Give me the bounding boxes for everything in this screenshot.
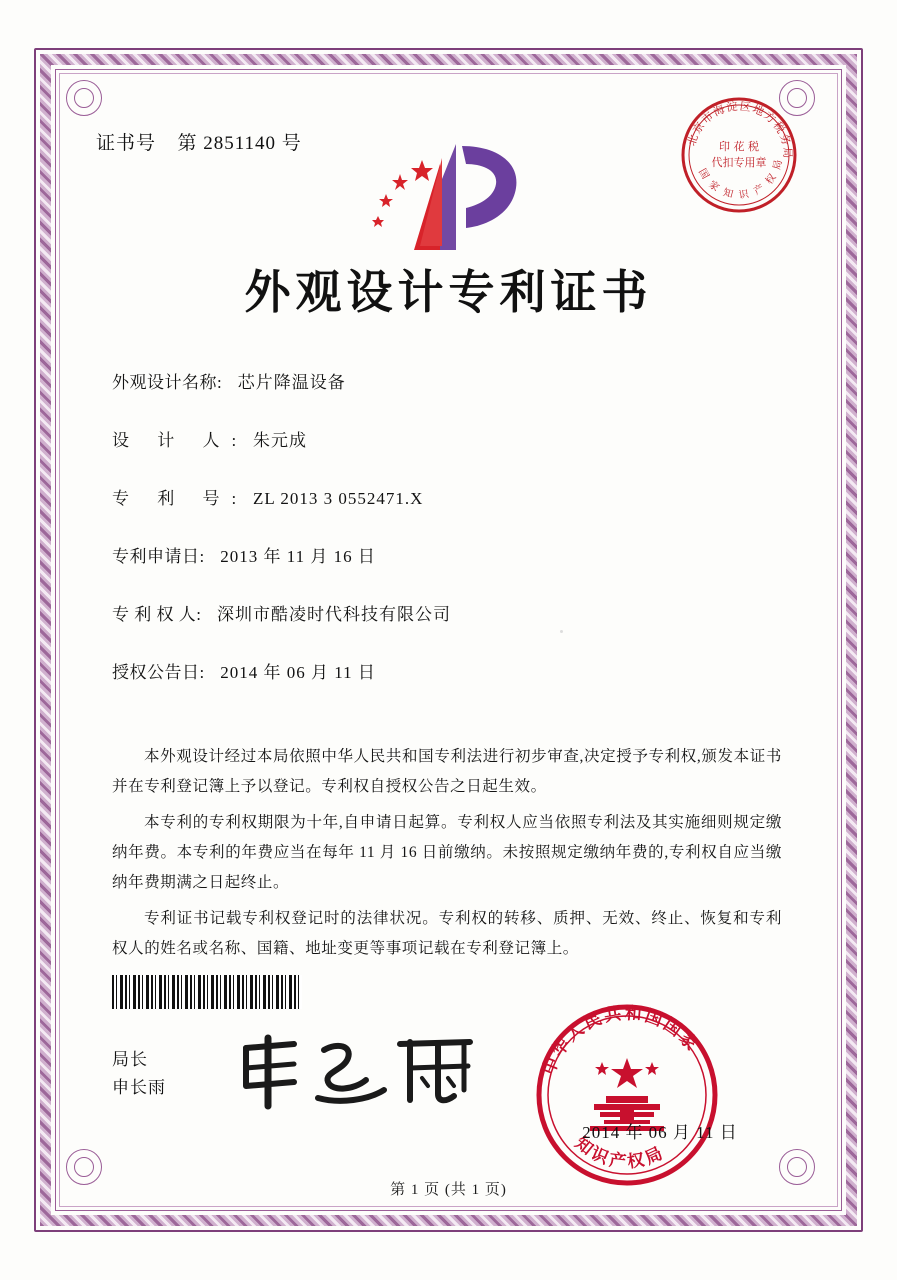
director-title-label: 局长 [112,1050,148,1069]
field-label: 设 计 人: [112,431,249,450]
field-value: 深圳市酷凌时代科技有限公司 [216,605,451,624]
certificate-number [96,128,302,155]
certificate-number-value: 第 2851140 号 [177,133,302,154]
seal-date: 2014 年 06 月 11 日 [582,1123,738,1142]
field-label: 专利申请日: [112,547,205,566]
paragraph-term-fees: 本专利的专利权期限为十年,自申请日起算。专利权人应当依照专利法及其实施细则规定缴纳年费。本专利的年费应当在每年 11 月 16 日前缴纳。未按照规定缴纳年费的,专利权自应当缴纳年费期满之日起终止。 [112,814,782,891]
field-application-date [112,542,792,567]
certificate-fields [112,368,792,716]
field-label: 专 利 权 人: [112,605,202,624]
svg-text:知识产权局: 知识产权局 [570,1133,669,1173]
national-seal-icon [532,1000,722,1190]
svg-text:印 花 税: 印 花 税 [719,140,759,153]
field-label: 外观设计名称: [112,373,223,392]
certificate-number-label: 证书号 [96,133,157,154]
field-value: 2013 年 11 月 16 日 [220,547,376,566]
field-patent-number [112,484,792,509]
field-patentee [112,600,792,625]
svg-text:北京市海淀区地方税务局: 北京市海淀区地方税务局 [684,99,795,160]
signature-block [112,1046,166,1102]
certificate-body [112,742,782,970]
page-title: 外观设计专利证书 [244,265,653,319]
field-label: 专 利 号: [112,489,249,508]
page-footer: 第 1 页 (共 1 页) [390,1182,507,1198]
handwritten-signature [232,1028,482,1112]
paper-speck [560,630,563,633]
svg-text:中华人民共和国国家: 中华人民共和国国家 [538,1003,703,1078]
certificate-barcode [112,975,302,1009]
field-value: ZL 2013 3 0552471.X [252,489,424,508]
field-design-name [112,368,792,393]
field-value: 朱元成 [252,431,307,450]
sipo-logo [370,138,530,256]
field-value: 芯片降温设备 [237,373,346,392]
field-grant-date [112,658,792,683]
field-value: 2014 年 06 月 11 日 [220,663,376,682]
paragraph-legal-status: 专利证书记载专利权登记时的法律状况。专利权的转移、质押、无效、终止、恢复和专利权人的姓名或名称、国籍、地址变更等事项记载在专利登记簿上。 [112,910,782,957]
field-designer [112,426,792,451]
svg-text:代扣专用章: 代扣专用章 [711,156,767,169]
svg-text:国 家 知 识 产 权 局: 国 家 知 识 产 权 局 [696,156,786,202]
field-label: 授权公告日: [112,663,205,682]
director-name-label: 申长雨 [112,1078,166,1097]
paragraph-grant: 本外观设计经过本局依照中华人民共和国专利法进行初步审查,决定授予专利权,颁发本证书并在专利登记簿上予以登记。专利权自授权公告之日起生效。 [112,748,782,795]
stamp-icon [676,92,802,218]
